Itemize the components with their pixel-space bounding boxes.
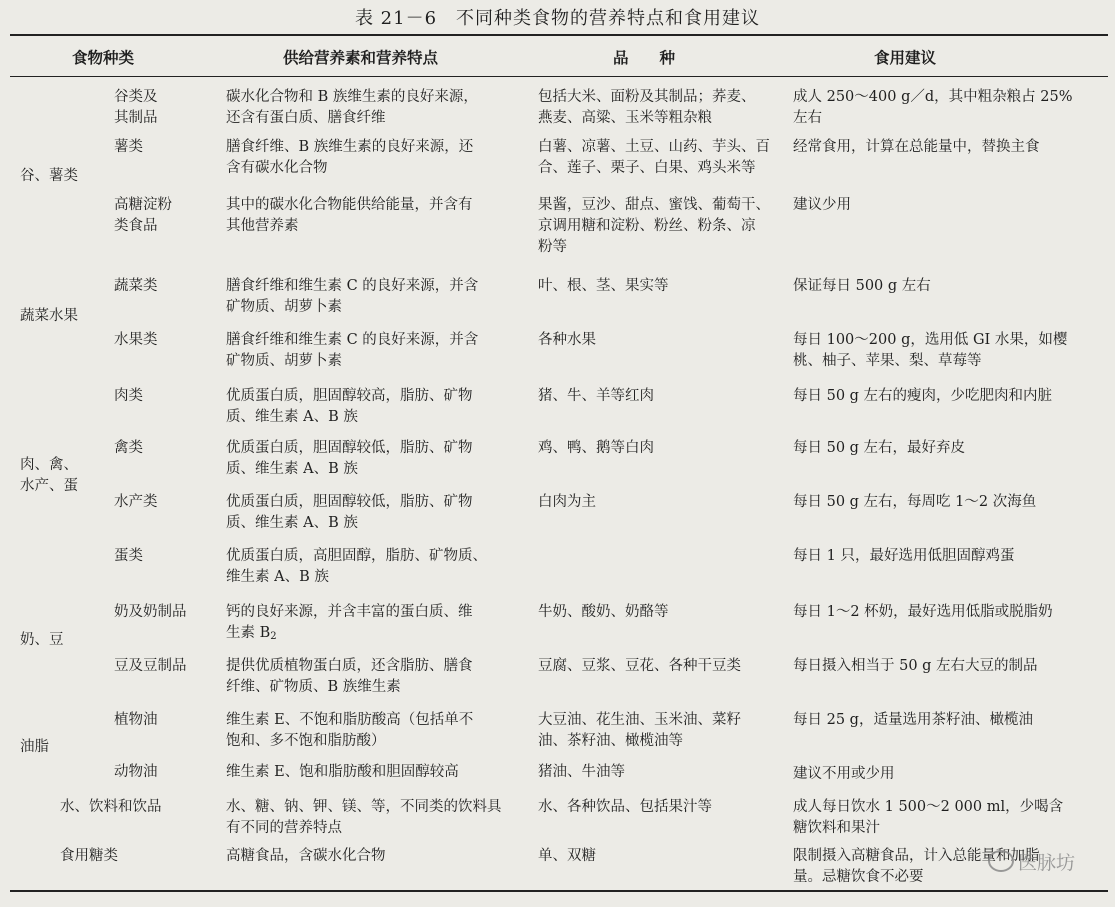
nutrients-text [226, 623, 277, 647]
varieties-text: 合、莲子、栗子、白果、鸡头米等 [538, 160, 756, 176]
nutrients-text: 膳食纤维和维生素 C 的良好来源，并含 [226, 278, 479, 294]
varieties-text: 牛奶、酸奶、奶酪等 [538, 604, 669, 620]
nutrients-text: 矿物质、胡萝卜素 [226, 353, 342, 369]
varieties-text: 各种水果 [538, 332, 596, 348]
varieties-text: 果酱，豆沙、甜点、蜜饯、葡萄干、 [538, 197, 770, 213]
nutrients-text: 还含有蛋白质、膳食纤维 [226, 110, 386, 126]
nutrients-text: 维生素 E、饱和脂肪酸和胆固醇较高 [226, 764, 459, 780]
advice-text: 建议不用或少用 [793, 766, 895, 782]
advice-text: 经常食用，计算在总能量中，替换主食 [793, 139, 1040, 155]
advice-text: 桃、柚子、苹果、梨、草莓等 [793, 353, 982, 369]
varieties-text: 燕麦、高粱、玉米等粗杂粮 [538, 110, 712, 126]
varieties-text: 单、双糖 [538, 848, 596, 864]
nutrients-text: 质、维生素 A、B 族 [226, 409, 358, 425]
header-varieties: 品 种 [613, 49, 676, 67]
varieties-text: 叶、根、茎、果实等 [538, 278, 669, 294]
nutrients-text: 矿物质、胡萝卜素 [226, 299, 342, 315]
advice-text: 每日 50 g 左右，最好弃皮 [793, 440, 966, 456]
varieties-text: 白肉为主 [538, 494, 596, 510]
subcategory: 豆及豆制品 [114, 658, 187, 674]
nutrients-text: 质、维生素 A、B 族 [226, 515, 358, 531]
nutrients-text: 其他营养素 [226, 218, 299, 234]
subcategory: 奶及奶制品 [114, 604, 187, 620]
subcategory: 水果类 [114, 332, 158, 348]
subcategory: 食用糖类 [60, 848, 118, 864]
nutrients-text: 维生素 E、不饱和脂肪酸高（包括单不 [226, 712, 474, 728]
varieties-text: 京调用糖和淀粉、粉丝、粉条、凉 [538, 218, 756, 234]
nutrients-text: 膳食纤维和维生素 C 的良好来源，并含 [226, 332, 479, 348]
header-advice: 食用建议 [874, 49, 937, 67]
nutrients-text: 水、糖、钠、钾、镁、等，不同类的饮料具 [226, 799, 502, 815]
subcategory: 动物油 [114, 764, 158, 780]
nutrients-text: 饱和、多不饱和脂肪酸） [226, 733, 386, 749]
group-label: 肉、禽、 [20, 457, 78, 473]
subcategory: 蛋类 [114, 548, 143, 564]
advice-text: 每日 100～200 g，选用低 GI 水果，如樱 [793, 332, 1068, 348]
nutrients-text: 其中的碳水化合物能供给能量，并含有 [226, 197, 473, 213]
wechat-icon [988, 850, 1014, 872]
varieties-text: 鸡、鸭、鹅等白肉 [538, 440, 654, 456]
nutrients-text: 碳水化合物和 B 族维生素的良好来源， [226, 89, 478, 105]
advice-text: 成人 250～400 g／d，其中粗杂粮占 25% [793, 89, 1073, 105]
top-rule [10, 34, 1108, 36]
nutrients-text: 优质蛋白质，胆固醇较高，脂肪、矿物 [226, 388, 473, 404]
varieties-text: 白薯、凉薯、土豆、山药、芋头、百 [538, 139, 770, 155]
subcategory: 谷类及 [114, 89, 158, 105]
advice-text: 每日 50 g 左右，每周吃 1～2 次海鱼 [793, 494, 1037, 510]
advice-text: 每日 50 g 左右的瘦肉，少吃肥肉和内脏 [793, 388, 1053, 404]
advice-text: 每日 1～2 杯奶，最好选用低脂或脱脂奶 [793, 604, 1053, 620]
table-title: 表 21－6 不同种类食物的营养特点和食用建议 [354, 8, 761, 29]
advice-text: 每日摄入相当于 50 g 左右大豆的制品 [793, 658, 1038, 674]
subcategory: 其制品 [114, 110, 158, 126]
subcategory: 薯类 [114, 139, 143, 155]
varieties-text: 豆腐、豆浆、豆花、各种干豆类 [538, 658, 741, 674]
group-label: 谷、薯类 [20, 168, 78, 184]
header-nutrients: 供给营养素和营养特点 [283, 49, 439, 67]
subcategory: 肉类 [114, 388, 143, 404]
advice-text: 限制摄入高糖食品，计入总能量和加脂 [793, 848, 1040, 864]
bottom-rule [10, 890, 1108, 892]
subcategory: 水产类 [114, 494, 158, 510]
varieties-text: 油、茶籽油、橄榄油等 [538, 733, 683, 749]
advice-text: 左右 [793, 110, 822, 126]
subcategory: 类食品 [114, 218, 158, 234]
varieties-text: 猪、牛、羊等红肉 [538, 388, 654, 404]
advice-text: 量。忌糖饮食不必要 [793, 869, 924, 885]
advice-text: 每日 25 g，适量选用茶籽油、橄榄油 [793, 712, 1033, 728]
nutrients-text: 提供优质植物蛋白质，还含脂肪、膳食 [226, 658, 473, 674]
group-label: 奶、豆 [20, 632, 64, 648]
advice-text: 保证每日 500 g 左右 [793, 278, 931, 294]
group-label: 蔬菜水果 [20, 308, 78, 324]
varieties-text: 猪油、牛油等 [538, 764, 625, 780]
advice-text: 糖饮料和果汁 [793, 820, 880, 836]
advice-text: 成人每日饮水 1 500～2 000 ml，少喝含 [793, 799, 1064, 815]
header-rule [10, 76, 1108, 77]
group-label: 油脂 [20, 739, 49, 755]
subcategory: 水、饮料和饮品 [60, 799, 162, 815]
nutrients-text: 膳食纤维、B 族维生素的良好来源，还 [226, 139, 474, 155]
nutrients-text: 质、维生素 A、B 族 [226, 461, 358, 477]
watermark [988, 848, 1075, 875]
nutrients-text: 维生素 A、B 族 [226, 569, 329, 585]
varieties-text: 包括大米、面粉及其制品；荞麦、 [538, 89, 756, 105]
group-label: 水产、蛋 [20, 478, 78, 494]
subcategory: 高糖淀粉 [114, 197, 172, 213]
advice-text: 建议少用 [793, 197, 851, 213]
varieties-text: 大豆油、花生油、玉米油、菜籽 [538, 712, 741, 728]
varieties-text: 粉等 [538, 239, 567, 255]
header-category: 食物种类 [72, 49, 135, 67]
nutrients-text: 优质蛋白质，高胆固醇，脂肪、矿物质、 [226, 548, 487, 564]
nutrients-text: 优质蛋白质，胆固醇较低，脂肪、矿物 [226, 494, 473, 510]
nutrients-text: 生素 B [226, 625, 271, 641]
nutrients-text: 纤维、矿物质、B 族维生素 [226, 679, 401, 695]
nutrients-text: 有不同的营养特点 [226, 820, 342, 836]
subcategory: 禽类 [114, 440, 143, 456]
subcategory: 植物油 [114, 712, 158, 728]
varieties-text: 水、各种饮品、包括果汁等 [538, 799, 712, 815]
advice-text: 每日 1 只，最好选用低胆固醇鸡蛋 [793, 548, 1015, 564]
nutrients-text: 优质蛋白质，胆固醇较低，脂肪、矿物 [226, 440, 473, 456]
subscript: 2 [270, 631, 277, 642]
watermark-text: 医脉坊 [1017, 852, 1075, 874]
nutrients-text: 钙的良好来源，并含丰富的蛋白质、维 [226, 604, 473, 620]
subcategory: 蔬菜类 [114, 278, 158, 294]
nutrients-text: 含有碳水化合物 [226, 160, 328, 176]
nutrients-text: 高糖食品，含碳水化合物 [226, 848, 386, 864]
